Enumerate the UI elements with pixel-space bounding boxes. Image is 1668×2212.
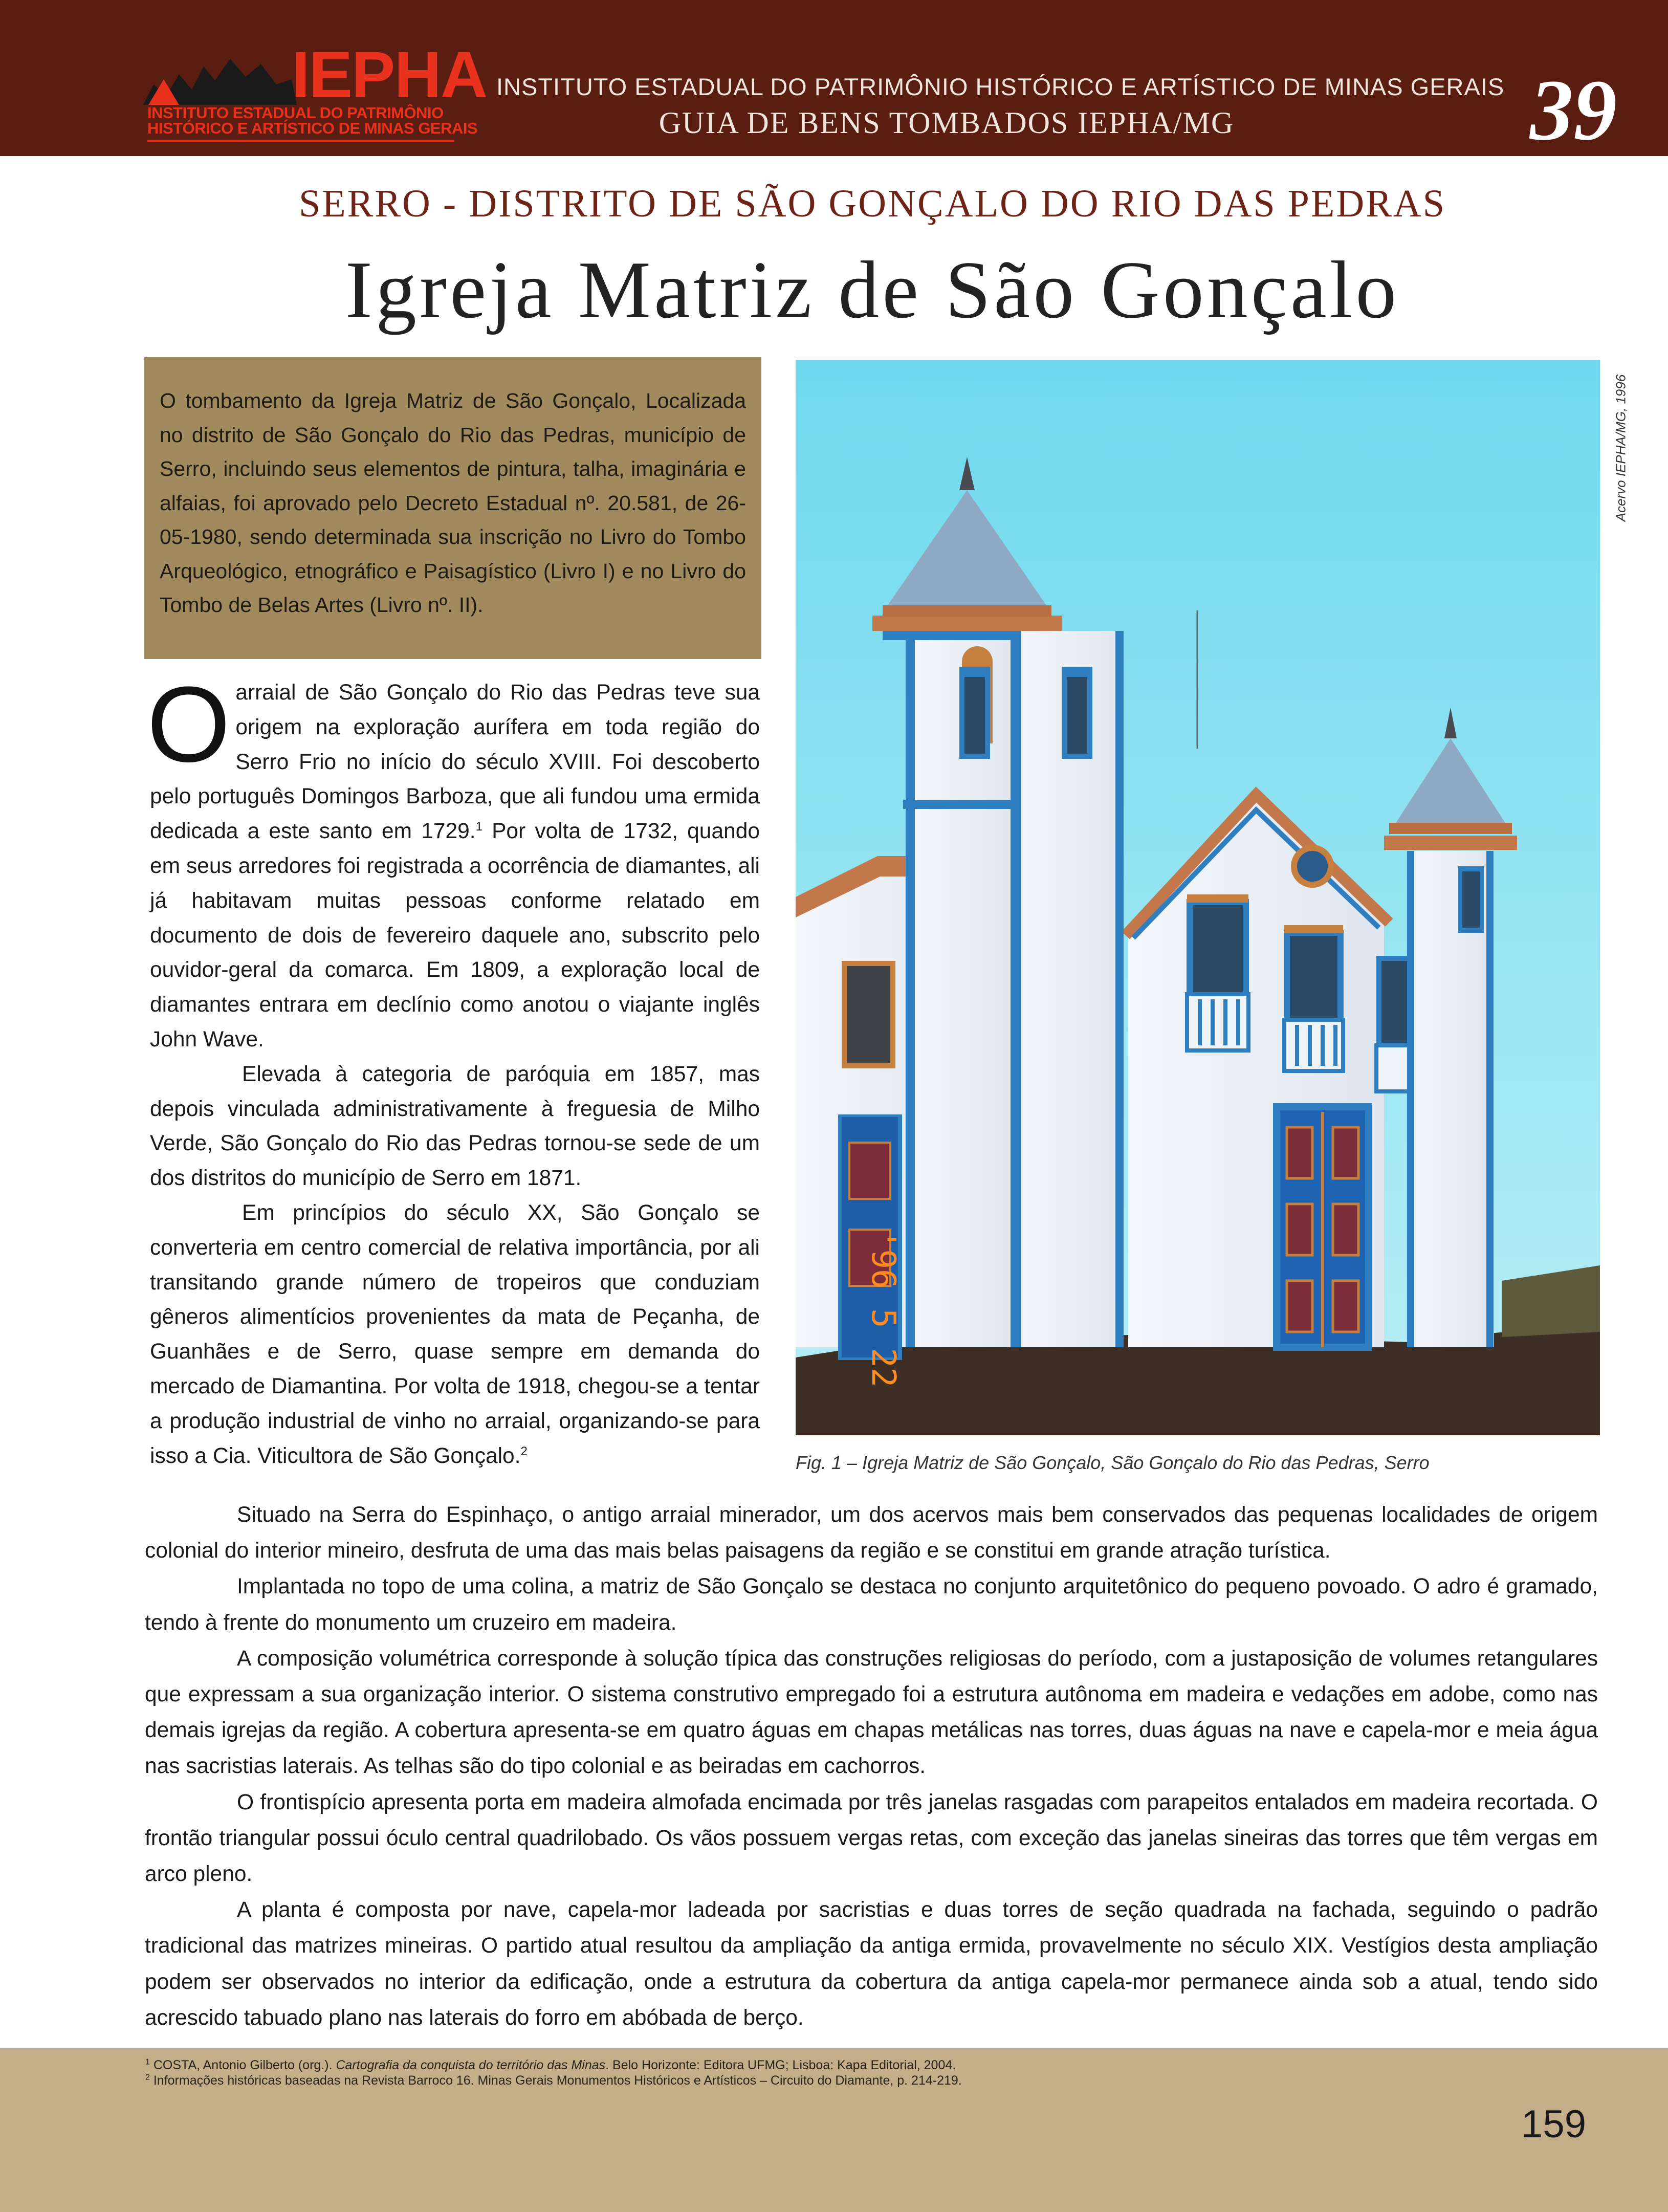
intro-box xyxy=(144,357,761,659)
mountain-logo-icon xyxy=(143,49,297,105)
body-paragraph-1: Oarraial de São Gonçalo do Rio das Pedras teve sua origem na exploração aurífera em toda região do Serro Frio no início do século XVIII. Foi descoberto pelo português Domingos Barboza, que ali fundou uma ermida dedicada a este santo em 1729.$^1$ Por volta de 1732, quando em seus arredores foi registrada a ocorrência de diamantes, ali já habitavam muitas pessoas conforme relatado em documento de dois de fevereiro daquele ano, subscrito pelo ouvidor-geral da comarca. Em 1809, a exploração local de diamantes entrara em declínio como anotou o viajante inglês John Wave. xyxy=(147,664,760,1052)
page-number: 159 xyxy=(1521,2103,1586,2146)
body-paragraph-6: A composição volumétrica corresponde à solução típica das construções religiosas do período, com a justaposição de volumes retangulares que expressam a sua organização interior. O sistema construtivo empregado foi a estrutura autônoma em madeira e vedações em adobe, como nas demais igrejas da região. A cobertura apresenta-se em quatro águas em chapas metálicas nas torres, duas águas na nave e capela-mor e meia água nas sacristias laterais. As telhas são do tipo colonial e as beiradas em cachorros. xyxy=(145,1646,1598,1779)
body-paragraph-3: Em princípios do século XX, São Gonçalo se converteria em centro comercial de relativa importância, por ali transitando grande número de tropeiros que conduziam gêneros alimentícios provenientes da mata de Peçanha, de Guanhães e de Serro, quase sempre em demanda do mercado de Diamantina. Por volta de 1918, chegou-se a tentar a produção industrial de vinho no arraial, organizando-se para isso a Cia. Viticultora de São Gonçalo.$^2$ xyxy=(150,1200,760,1468)
header-band xyxy=(0,0,1668,156)
institution-name: INSTITUTO ESTADUAL DO PATRIMÔNIO HISTÓRICO E ARTÍSTICO DE MINAS GERAIS xyxy=(496,73,1505,100)
body-paragraph-7: O frontispício apresenta porta em madeira almofada encimada por três janelas rasgadas com parapeitos entalados em madeira recortada. O frontão triangular possui óculo central quadrilobado. Os vãos possuem vergas retas, com exceção das janelas sineiras das torres que têm vergas em arco pleno. xyxy=(145,1790,1598,1887)
page-title: Igreja Matriz de São Gonçalo xyxy=(345,244,1400,335)
footnote-1: $^1$ COSTA, Antonio Gilberto (org.). Cartografia da conquista do território das Minas. Belo Horizonte: Editora UFMG; Lisboa: Kapa Editorial, 2004. xyxy=(145,2057,956,2072)
footnote-ref-2[interactable]: 2 xyxy=(520,1444,528,1458)
photo-caption: Fig. 1 – Igreja Matriz de São Gonçalo, São Gonçalo do Rio das Pedras, Serro xyxy=(796,1452,1430,1473)
drop-cap: O xyxy=(147,664,231,784)
date-stamp: '96 5 22 xyxy=(864,1230,902,1388)
chapter-number: 39 xyxy=(1530,62,1617,158)
body-wide-section xyxy=(145,1497,1598,2036)
intro-text: O tombamento da Igreja Matriz de São Gonçalo, Localizada no distrito de São Gonçalo do Rio das Pedras, município de Serro, incluindo seus elementos de pintura, talha, imaginária e alfaias, foi aprovado pelo Decreto Estadual nº. 20.581, de 26-05-1980, sendo determinada sua inscrição no Livro do Tombo Arqueológico, etnográfico e Paisagístico (Livro I) e no Livro do Tombo de Belas Artes (Livro nº. II). xyxy=(160,389,746,617)
logo-wordmark: IEPHA xyxy=(292,38,487,112)
location-subtitle: SERRO - DISTRITO DE SÃO GONÇALO DO RIO DAS PEDRAS xyxy=(298,182,1446,225)
guide-title: GUIA DE BENS TOMBADOS IEPHA/MG xyxy=(659,106,1235,140)
body-paragraph-2: Elevada à categoria de paróquia em 1857, mas depois vinculada administrativamente à freguesia de Milho Verde, São Gonçalo do Rio das Pedras tornou-se sede de um dos distritos do município de Serro em 1871. xyxy=(150,1062,760,1191)
body-paragraph-8: A planta é composta por nave, capela-mor ladeada por sacristias e duas torres de seção quadrada na fachada, seguindo o padrão tradicional das matrizes mineiras. O partido atual resultou da ampliação da antiga ermida, provavelmente no século XIX. Vestígios desta ampliação podem ser observados no interior da edificação, onde a estrutura da cobertura da antiga capela-mor permanece ainda sob a atual, tendo sido acrescido tabuado plano nas laterais do forro em abóbada de berço. xyxy=(145,1898,1598,2030)
logo-subtitle-line-1: INSTITUTO ESTADUAL DO PATRIMÔNIO xyxy=(147,104,444,122)
logo-underline xyxy=(147,140,454,142)
footnote-ref-1[interactable]: 1 xyxy=(475,820,482,834)
iepha-logo xyxy=(143,38,487,143)
footnote-2: $^2$ Informações históricas baseadas na Revista Barroco 16. Minas Gerais Monumentos Históricos e Artísticos – Circuito do Diamante, p. 214-219. xyxy=(145,2073,962,2088)
body-paragraph-4: Situado na Serra do Espinhaço, o antigo arraial minerador, um dos acervos mais bem conservados das pequenas localidades de origem colonial do interior mineiro, desfruta de uma das mais belas paisagens da região e se constitui em grande atração turística. xyxy=(145,1503,1598,1563)
body-paragraph-5: Implantada no topo de uma colina, a matriz de São Gonçalo se destaca no conjunto arquitetônico do pequeno povoado. O adro é gramado, tendo à frente do monumento um cruzeiro em madeira. xyxy=(145,1574,1598,1635)
church-illustration xyxy=(796,360,1600,1435)
logo-subtitle-line-2: HISTÓRICO E ARTÍSTICO DE MINAS GERAIS xyxy=(147,119,478,137)
footer-band xyxy=(0,2048,1668,2212)
body-column xyxy=(147,664,760,1473)
photo-credit: Acervo IEPHA/MG, 1996 xyxy=(1613,374,1629,522)
church-photo xyxy=(796,360,1600,1435)
